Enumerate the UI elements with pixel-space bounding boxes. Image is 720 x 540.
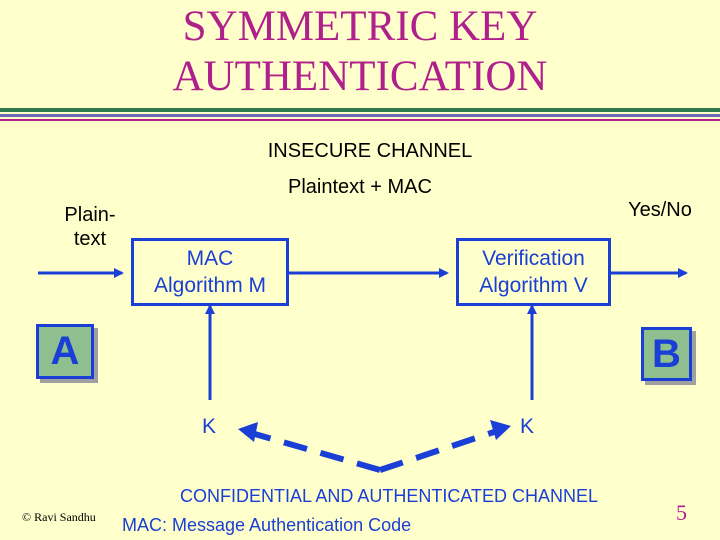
verification-algorithm-label: Verification Algorithm V bbox=[479, 247, 588, 297]
party-b-label: B bbox=[652, 331, 681, 376]
party-a-box bbox=[36, 324, 94, 379]
secure-channel-right-arrowhead bbox=[490, 420, 511, 440]
page-number: 5 bbox=[676, 500, 687, 525]
mac-definition: MAC: Message Authentication Code bbox=[122, 515, 412, 535]
party-b-box bbox=[641, 327, 692, 381]
secure-channel-left-dash bbox=[248, 432, 380, 470]
channel-message-label: Plaintext + MAC bbox=[288, 176, 432, 198]
author-credit: © Ravi Sandhu bbox=[22, 510, 96, 524]
key-right-label: K bbox=[520, 415, 535, 438]
secure-channel-right-dash bbox=[380, 430, 500, 470]
title-line-1: SYMMETRIC KEY bbox=[182, 3, 538, 50]
secure-channel-left-arrowhead bbox=[238, 422, 258, 442]
secure-channel-label: CONFIDENTIAL AND AUTHENTICATED CHANNEL bbox=[180, 486, 599, 506]
plaintext-input-label: Plain- text bbox=[64, 204, 116, 250]
mac-algorithm-label: MAC Algorithm M bbox=[153, 247, 267, 297]
insecure-channel-label: INSECURE CHANNEL bbox=[267, 140, 473, 162]
verification-algorithm-box bbox=[456, 238, 611, 306]
key-left-label: K bbox=[202, 415, 217, 438]
mac-algorithm-box bbox=[131, 238, 289, 306]
result-output-label: Yes/No bbox=[628, 199, 692, 221]
title-line-2: AUTHENTICATION bbox=[172, 53, 548, 100]
party-a-label: A bbox=[50, 329, 80, 373]
